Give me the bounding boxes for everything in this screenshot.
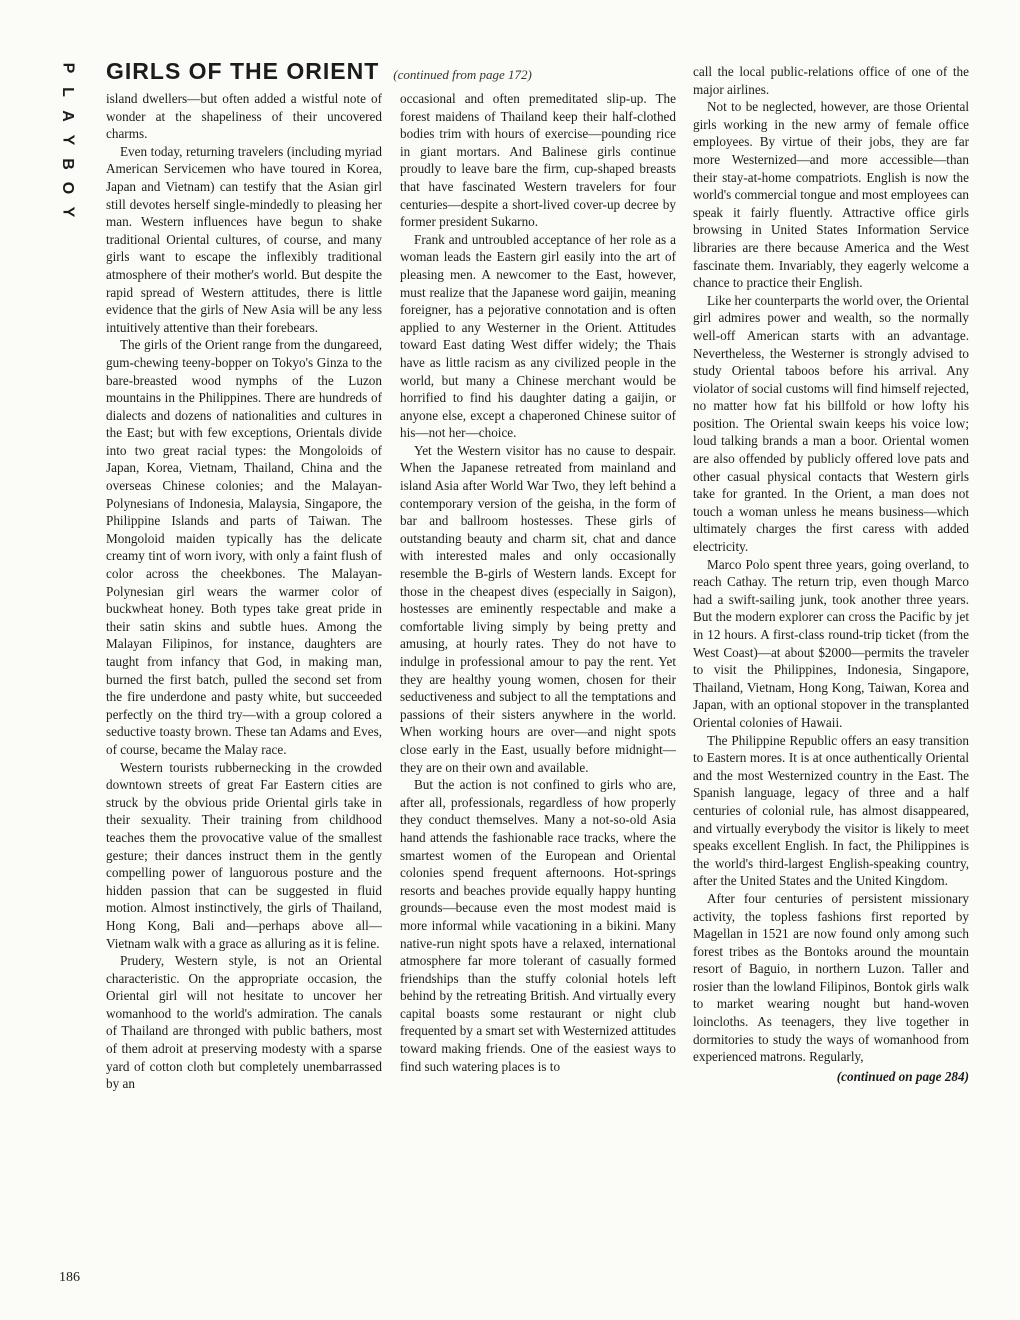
paragraph: occasional and often premeditated slip-up. The forest maidens of Thailand keep their half-clothed bodies trim with hours of exercise—pounding rice in giant mortars. And Balinese girls continue proudly to leave bare the firm, cup-shaped breasts that have fascinated Western travelers for four centuries—despite a short-lived cover-up decree by former president Sukarno. — [400, 91, 676, 230]
paragraph: Not to be neglected, however, are those Oriental girls working in the new army of female office employees. By virtue of their jobs, they are far more Westernized—and more accessible—than their stay-at-home compatriots. English is now the world's commercial tongue and most employees can speak it fairly fluently. Attractive office girls browsing in United States Information Service libraries are there because America and the West fascinate them. Invariably, they eagerly welcome a chance to practice their English. — [693, 99, 969, 291]
paragraph: Western tourists rubbernecking in the crowded downtown streets of great Far Eastern cities are struck by the obvious pride Oriental girls take in their sexuality. Their training from childhood teaches them the provocative value of the smallest gesture; their dances instruct them in the gently compelling power of languorous posture and the hidden passion that can be suggested in fluid motion. Almost instinctively, the girls of Thailand, Hong Kong, Bali and—perhaps above all—Vietnam walk with a grace as alluring as it is feline. — [106, 759, 382, 951]
text-column-2 — [400, 90, 676, 1075]
continued-from-note: (continued from page 172) — [393, 67, 532, 82]
masthead-letter: A — [59, 110, 76, 122]
masthead-letter: P — [58, 62, 76, 74]
paragraph: island dwellers—but often added a wistful note of wonder at the shapeliness of their uncovered charms. — [106, 91, 382, 142]
paragraph: Yet the Western visitor has no cause to despair. When the Japanese retreated from mainland and island Asia after World War Two, they left behind a contemporary version of the geisha, in the form of bar and ballroom hostesses. These girls of outstanding beauty and charm sit, chat and dance with interested males and only occasionally resemble the B-girls of Western lands. Except for those in the cheapest dives (especially in Saigon), hostesses are eminently respectable and make a comfortable living simply by being pretty and amusing, at hourly rates. They do not have to indulge in professional amour to pay the rent. Yet they are healthy young women, chosen for their seductiveness and subject to all the temptations and passions of their sisters anywhere in the world. When working hours are over—and night spots close early in the East, usually before midnight—they are on their own and available. — [400, 442, 676, 775]
masthead-letter: O — [58, 181, 76, 195]
masthead-letter: L — [59, 87, 76, 97]
continued-on-note: (continued on page 284) — [836, 1068, 969, 1084]
paragraph: Even today, returning travelers (including myriad American Servicemen who have toured in Korea, Japan and Vietnam) can testify that the Asian girl still devotes herself single-mindedly to pleasing her man. Western influences have begun to shake traditional Oriental cultures, of course, and many girls want to escape the inflexibly traditional atmosphere of their mother's world. But despite the rapid spread of Western attitudes, there is little evidence that the girls of New Asia will be any less intuitively attentive than their forebears. — [106, 143, 382, 335]
text-column-1 — [106, 90, 382, 1093]
article-header — [106, 58, 532, 85]
masthead-letter: B — [59, 158, 76, 170]
paragraph: After four centuries of persistent missionary activity, the topless fashions first reported by Magellan in 1521 are now found only among such forest tribes as the Bontoks around the mountain resort of Baguio, in northern Luzon. Taller and rosier than the lowland Filipinos, Bontok girls walk to market wearing nought but hand-woven loincloths. As teenagers, they live together in dormitories to study the ways of womanhood from experienced matrons. Regularly, — [693, 890, 969, 1065]
page-number: 186 — [59, 1270, 80, 1285]
paragraph: The Philippine Republic offers an easy transition to Eastern mores. It is at once authentically Oriental and the most Westernized country in the East. The Spanish language, legacy of three and a half centuries of colonial rule, has almost disappeared, and virtually everybody the visitor is likely to meet speaks excellent English. In fact, the Philippines is the world's third-largest English-speaking country, after the United States and the United Kingdom. — [693, 732, 969, 889]
text-column-3 — [693, 63, 969, 1085]
paragraph: call the local public-relations office of one of the major airlines. — [693, 64, 969, 97]
masthead-letter: Y — [58, 134, 76, 146]
paragraph: The girls of the Orient range from the dungareed, gum-chewing teeny-bopper on Tokyo's Ginza to the bare-breasted wood nymphs of the Luzon mountains in the Philippines. There are hundreds of dialects and dozens of nationalities and cultures in the East; but with few exceptions, Orientals divide into two great racial types: the Mongoloids of Japan, Korea, Vietnam, Thailand, China and the overseas Chinese colonies; and the Malayan-Polynesians of Indonesia, Malaysia, Singapore, the Philippine Islands and parts of Taiwan. The Mongoloid maiden typically has the delicate creamy tint of worn ivory, with only a faint flush of color across the cheekbones. The Malayan-Polynesian girl wears the warmer color of buckwheat honey. Both types take great pride in their satin skins and subtle hues. Among the Malayan Filipinos, for instance, daughters are taught from infancy that God, in making man, burned the first batch, pulled the second set from the fire underdone and pasty white, but succeeded perfectly on the third try—with a group colored a seductive toasty brown. These tan Adams and Eves, of course, became the Malay race. — [106, 337, 382, 757]
paragraph: But the action is not confined to girls who are, after all, professionals, regardless of how properly they conduct themselves. Many a not-so-old Asia hand attends the fashionable race tracks, where the smartest women of the European and Oriental colonies spend frequent afternoons. Hot-springs resorts and beaches provide equally happy hunting grounds—because even the most modest maid is more informal while vacationing in a bikini. Many native-run night spots have a relaxed, international atmosphere far more tolerant of casually formed friendships than the stuffy colonial hotels left behind by the retreating British. And virtually every capital boasts some restaurant or night club frequented by a smart set with Westernized attitudes toward making friends. One of the easiest ways to find such watering places is to — [400, 777, 676, 1074]
paragraph: Marco Polo spent three years, going overland, to reach Cathay. The return trip, even though Marco had a swift-sailing junk, took another three years. But the modern explorer can cross the Pacific by jet in 12 hours. A first-class round-trip ticket (from the West Coast)—at about $2000—permits the traveler to visit the Philippines, Indonesia, Singapore, Thailand, Vietnam, Hong Kong, Taiwan, Korea and Japan, with an optional stopover in the transplanted Oriental colonies of Hawaii. — [693, 556, 969, 730]
paragraph: Frank and untroubled acceptance of her role as a woman leads the Eastern girl easily into the art of pleasing men. A newcomer to the East, however, must realize that the Japanese word gaijin, meaning foreigner, has a pejorative connotation and is often applied to any Westerner in the Orient. Attitudes toward East dating West differ widely; the Thais have as little racism as any civilized people in the world, but many a Chinese merchant would be horrified to find his daughter dating a gaijin, or anyone else, except a chaperoned Chinese suitor of his—not her—choice. — [400, 231, 676, 441]
paragraph: Prudery, Western style, is not an Oriental characteristic. On the appropriate occasion, the Oriental girl will not hesitate to uncover her womanhood to the world's admiration. The canals of Thailand are thronged with public bathers, most of them adroit at preserving modesty with a sparse yard of cotton cloth but completely unembarrassed by an — [106, 953, 382, 1092]
paragraph: Like her counterparts the world over, the Oriental girl admires power and wealth, so the normally well-off American starts with an advantage. Nevertheless, the Westerner is strongly advised to study Oriental taboos before his arrival. Any violator of social customs will find himself rejected, no matter how fat his billfold or how lofty his position. The Oriental swain keeps his voice low; loud talking brands a man a boor. Oriental women are also offended by publicly offered love pats and other casual physical contacts that Western girls take for granted. In the Orient, a man does not touch a woman unless he means business—which ultimately charges the first caress with added electricity. — [693, 292, 969, 555]
masthead-letter: Y — [58, 206, 76, 218]
masthead-vertical — [56, 56, 78, 226]
article-title: GIRLS OF THE ORIENT — [106, 58, 380, 84]
